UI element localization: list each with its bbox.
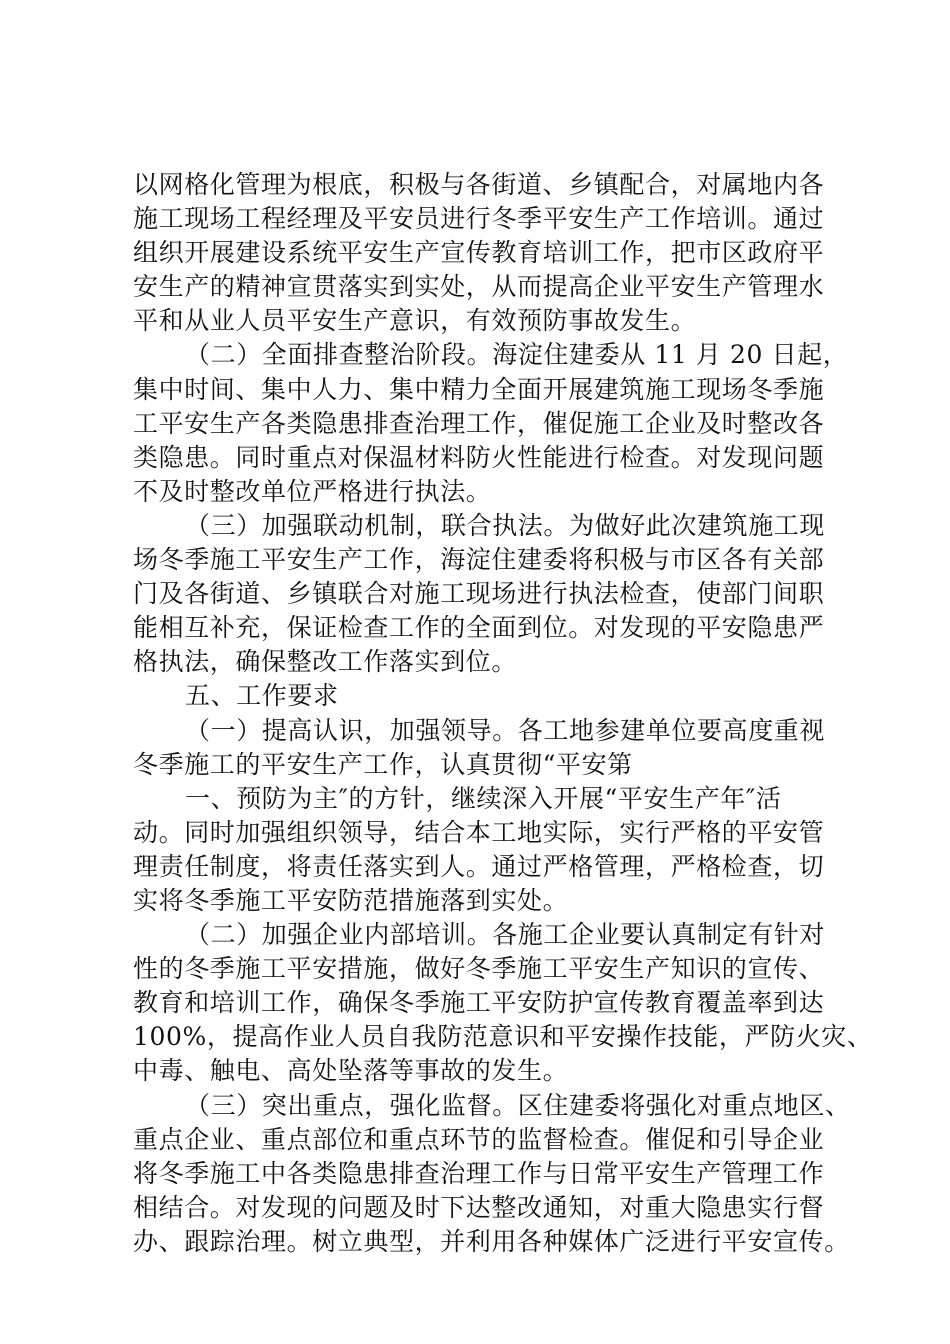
text-line: 动。同时加强组织领导，结合本工地实际，实行严格的平安管 (133, 817, 825, 847)
text-line: 100%，提高作业人员自我防范意识和平安操作技能，严防火灾、 (133, 1022, 873, 1052)
document-body (133, 168, 873, 1259)
text-line: 类隐患。同时重点对保温材料防火性能进行检查。对发现问题 (133, 442, 825, 472)
text-line: 组织开展建设系统平安生产宣传教育培训工作，把市区政府平 (133, 238, 825, 268)
text-line: 中毒、触电、高处坠落等事故的发生。 (133, 1056, 569, 1086)
text-line: 平和从业人员平安生产意识，有效预防事故发生。 (133, 306, 697, 336)
text-line: 工平安生产各类隐患排查治理工作，催促施工企业及时整改各 (133, 408, 825, 438)
text-line: （二）全面排查整治阶段。海淀住建委从 11 月 20 日起， (185, 340, 849, 370)
text-line: 理责任制度，将责任落实到人。通过严格管理，严格检查，切 (133, 851, 825, 881)
text-line: 一、预防为主″的方针，继续深入开展“平安生产年″活 (185, 783, 782, 813)
text-line: 实将冬季施工平安防范措施落到实处。 (133, 885, 569, 915)
text-line: 门及各街道、乡镇联合对施工现场进行执法检查，使部门间职 (133, 579, 825, 609)
text-line: 办、跟踪治理。树立典型，并利用各种媒体广泛进行平安宣传。 (133, 1226, 850, 1256)
text-line: 相结合。对发现的问题及时下达整改通知，对重大隐患实行督 (133, 1192, 825, 1222)
text-line: 场冬季施工平安生产工作，海淀住建委将积极与市区各有关部 (133, 545, 825, 575)
text-line: 性的冬季施工平安措施，做好冬季施工平安生产知识的宣传、 (133, 954, 825, 984)
text-line: 将冬季施工中各类隐患排查治理工作与日常平安生产管理工作 (133, 1158, 825, 1188)
text-line: 教育和培训工作，确保冬季施工平安防护宣传教育覆盖率到达 (133, 988, 825, 1018)
text-line: （三）突出重点，强化监督。区住建委将强化对重点地区、 (185, 1090, 851, 1120)
text-line: 重点企业、重点部位和重点环节的监督检查。催促和引导企业 (133, 1124, 825, 1154)
text-line: 五、工作要求 (185, 681, 339, 711)
text-line: 不及时整改单位严格进行执法。 (133, 476, 492, 506)
text-line: 集中时间、集中人力、集中精力全面开展建筑施工现场冬季施 (133, 374, 825, 404)
text-line: 格执法，确保整改工作落实到位。 (133, 647, 518, 677)
text-line: 以网格化管理为根底，积极与各街道、乡镇配合，对属地内各 (133, 170, 825, 199)
text-line: 安生产的精神宣贯落实到实处，从而提高企业平安生产管理水 (133, 272, 825, 302)
text-line: （一）提高认识，加强领导。各工地参建单位要高度重视 (185, 715, 826, 745)
text-line: 能相互补充，保证检查工作的全面到位。对发现的平安隐患严 (133, 613, 825, 643)
text-line: 冬季施工的平安生产工作，认真贯彻“平安第 (133, 749, 633, 779)
text-line: （二）加强企业内部培训。各施工企业要认真制定有针对 (185, 920, 826, 950)
text-line: 施工现场工程经理及平安员进行冬季平安生产工作培训。通过 (133, 204, 825, 234)
text-line: （三）加强联动机制，联合执法。为做好此次建筑施工现 (185, 510, 826, 540)
